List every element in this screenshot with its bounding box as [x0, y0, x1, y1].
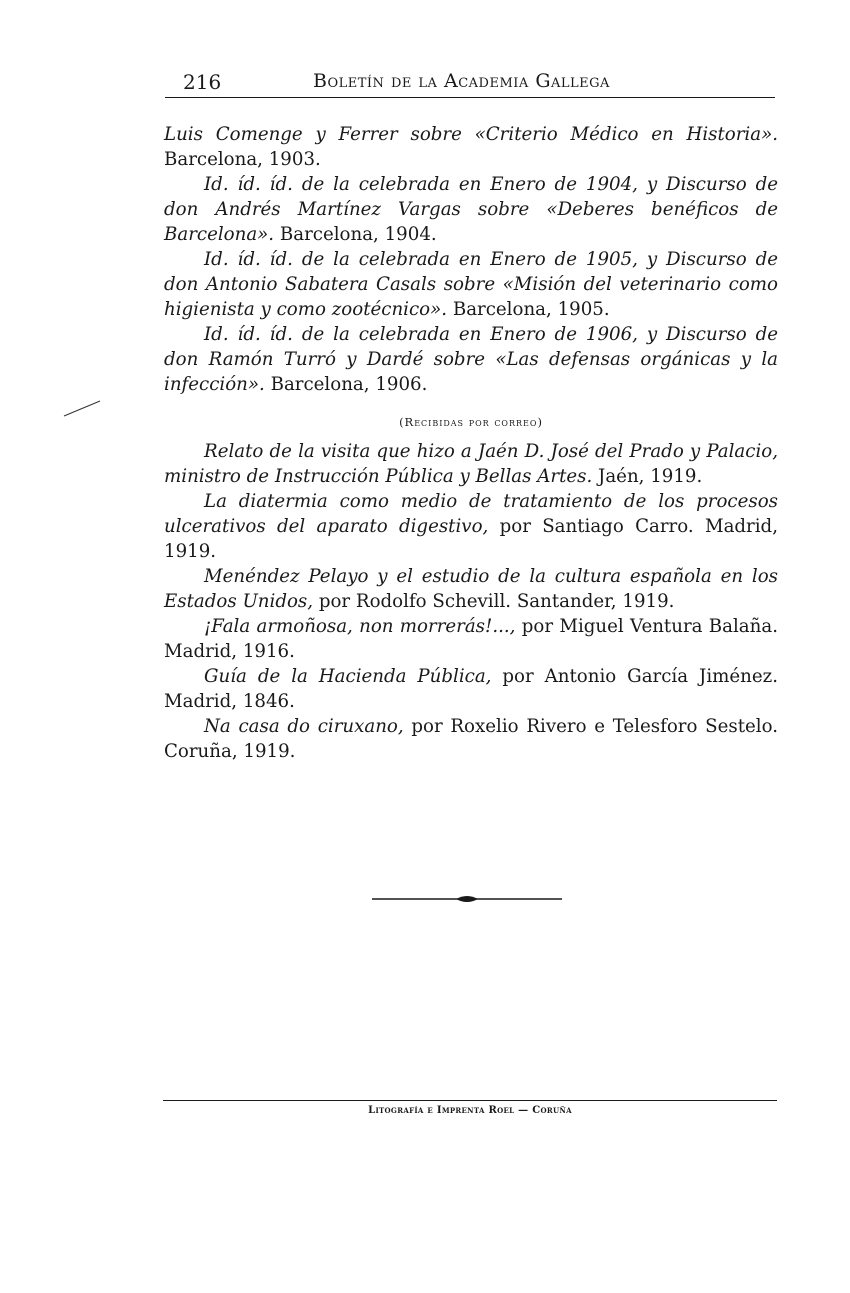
entry-title: Id. íd. íd. de la celebrada en Enero de 1904, y Discurso de don Andrés Martínez Vargas sobre «Deberes benéficos de Barcelona». [164, 174, 778, 245]
footer-rule [163, 1100, 777, 1101]
entry-imprint: Jaén, 1919. [592, 466, 703, 487]
entry-title: Id. íd. íd. de la celebrada en Enero de 1906, y Discurso de don Ramón Turró y Dardé sobre «Las defensas orgánicas y la infección». [164, 324, 778, 395]
list-item [164, 439, 778, 489]
list-item [164, 714, 778, 764]
entry-title: Guía de la Hacienda Pública, [204, 666, 492, 687]
entry-imprint: por Antonio García Jiménez. Madrid, 1846. [164, 666, 778, 712]
list-item [164, 664, 778, 714]
list-item [164, 614, 778, 664]
entry-imprint: por Santiago Carro. Madrid, 1919. [164, 516, 778, 562]
page-header [165, 70, 775, 98]
list-item [164, 322, 778, 397]
entry-title: Na casa do ciruxano, [204, 716, 404, 737]
list-item [164, 489, 778, 564]
body-text [164, 122, 778, 764]
entry-imprint: Barcelona, 1904. [274, 224, 437, 245]
entry-imprint: Barcelona, 1905. [447, 299, 610, 320]
running-title: Boletín de la Academia Gallega [313, 70, 610, 92]
printer-colophon: Litografía e Imprenta Roel — Coruña [368, 1105, 572, 1116]
entry-imprint: Barcelona, 1906. [264, 374, 428, 395]
list-item [164, 122, 778, 172]
list-item [164, 172, 778, 247]
page-number: 216 [183, 70, 222, 94]
entry-title: Luis Comenge y Ferrer sobre «Criterio Médico en Historia». [164, 124, 778, 145]
ornamental-divider [372, 892, 562, 906]
entry-title: Relato de la visita que hizo a Jaén D. José del Prado y Palacio, ministro de Instrucción Pública y Bellas Artes. [164, 441, 778, 487]
entry-title: Menéndez Pelayo y el estudio de la cultura española en los Estados Unidos, [164, 566, 778, 612]
header-rule [165, 97, 775, 98]
list-item [164, 564, 778, 614]
entry-imprint: Barcelona, 1903. [164, 149, 321, 170]
entry-imprint: por Miguel Ventura Balaña. Madrid, 1916. [164, 616, 778, 662]
entry-title: ¡Fala armoñosa, non morrerás!..., [204, 616, 516, 637]
list-item [164, 247, 778, 322]
section-label: (Recibidas por correo) [399, 415, 543, 429]
entry-imprint: por Roxelio Rivero e Telesforo Sestelo. Coruña, 1919. [164, 716, 778, 762]
entry-title: La diatermia como medio de tratamiento de los procesos ulcerativos del aparato digestivo, [164, 491, 778, 537]
entry-title: Id. íd. íd. de la celebrada en Enero de 1905, y Discurso de don Antonio Sabatera Casals sobre «Misión del veterinario como higienista y como zootécnico». [164, 249, 778, 320]
entry-imprint: por Rodolfo Schevill. Santander, 1919. [313, 591, 675, 612]
margin-pen-mark [62, 398, 102, 418]
